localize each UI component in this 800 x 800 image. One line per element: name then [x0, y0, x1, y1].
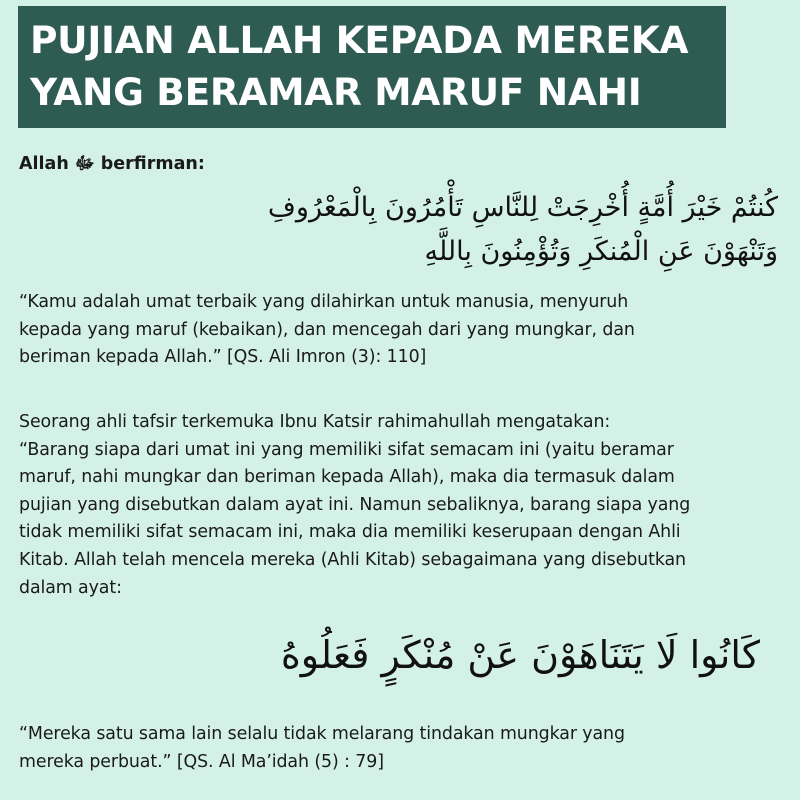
tafsir-line: maruf, nahi mungkar dan beriman kepada Allah), maka dia termasuk dalam [19, 467, 675, 488]
tafsir-line: tidak memiliki sifat semacam ini, maka dia memiliki keserupaan dengan Ahli [19, 522, 681, 543]
translation-2-line: “Mereka satu sama lain selalu tidak melarang tindakan mungkar yang [19, 724, 625, 744]
tafsir-line: Kitab. Allah telah mencela mereka (Ahli Kitab) sebagaimana yang disebutkan [19, 549, 686, 570]
translation-1-line: beriman kepada Allah.” [QS. Ali Imron (3): 110] [19, 347, 427, 368]
tafsir-line: Seorang ahli tafsir terkemuka Ibnu Katsir rahimahullah mengatakan: [19, 412, 611, 432]
title-line-1: PUJIAN ALLAH KEPADA MEREKA [30, 18, 689, 62]
tafsir-line: pujian yang disebutkan dalam ayat ini. Namun sebaliknya, barang siapa yang [19, 494, 691, 515]
title-line-2: YANG BERAMAR MARUF NAHI [30, 70, 642, 114]
intro-text: Allah ﷻ berfirman: [19, 154, 205, 174]
quran-verse-2: كَانُوا لَا يَتَنَاهَوْنَ عَنْ مُنْكَرٍ فَعَلُوهُ [280, 633, 760, 677]
translation-2 [19, 721, 779, 776]
quran-verse-1-line-1: كُنتُمْ خَيْرَ أُمَّةٍ أُخْرِجَتْ لِلنَّاسِ تَأْمُرُونَ بِالْمَعْرُوفِ [267, 192, 778, 223]
translation-2-line: mereka perbuat.” [QS. Al Ma’idah (5) : 79] [19, 751, 384, 772]
tafsir-line: dalam ayat: [19, 577, 122, 598]
title-banner [18, 6, 726, 128]
tafsir-paragraph [19, 409, 779, 602]
tafsir-line: “Barang siapa dari umat ini yang memiliki sifat semacam ini (yaitu beramar [19, 439, 674, 460]
translation-1-line: “Kamu adalah umat terbaik yang dilahirkan untuk manusia, menyuruh [19, 292, 629, 312]
translation-1-line: kepada yang maruf (kebaikan), dan mencegah dari yang mungkar, dan [19, 319, 635, 340]
quran-verse-1 [268, 186, 778, 274]
quran-verse-1-line-2: وَتَنْهَوْنَ عَنِ الْمُنكَرِ وَتُؤْمِنُونَ بِاللَّهِ [424, 236, 778, 267]
translation-1 [19, 289, 779, 372]
